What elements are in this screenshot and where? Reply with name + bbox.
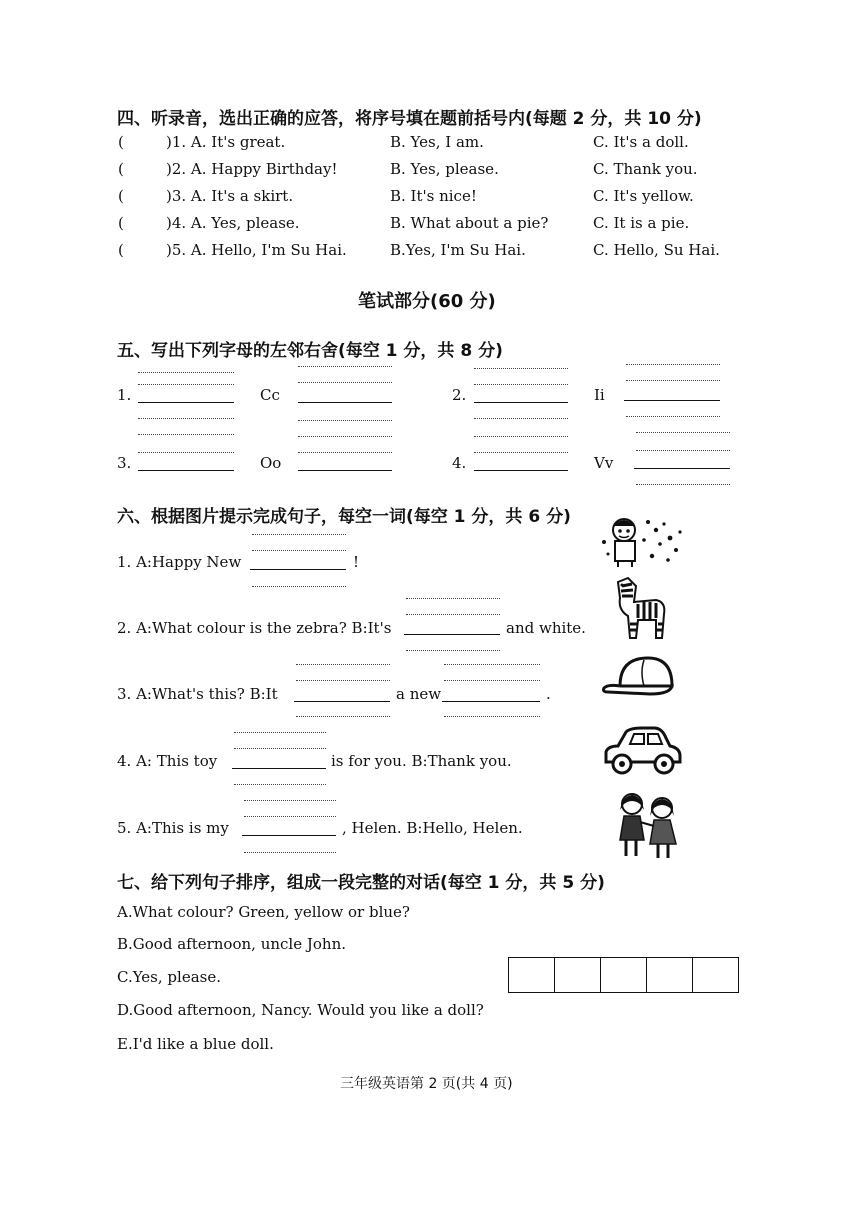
option-a: )2. A. Happy Birthday!	[166, 160, 338, 178]
option-a: )5. A. Hello, I'm Su Hai.	[166, 241, 347, 259]
answer-box[interactable]	[647, 958, 693, 992]
guide-line	[298, 420, 392, 421]
answer-blank[interactable]	[442, 701, 540, 702]
answer-blank[interactable]	[232, 768, 326, 769]
guide-line	[298, 366, 392, 367]
dialogue-sentence-d: D.Good afternoon, Nancy. Would you like a doll?	[117, 1001, 484, 1019]
section6-heading: 六、根据图片提示完成句子，每空一词(每空 1 分，共 6 分)	[117, 507, 571, 527]
guide-line	[244, 852, 336, 853]
guide-line	[298, 452, 392, 453]
dialogue-sentence-e: E.I'd like a blue doll.	[117, 1035, 274, 1053]
sentence-5-start: 5. A:This is my	[117, 819, 229, 837]
guide-line	[298, 382, 392, 383]
guide-line	[636, 432, 730, 433]
guide-line	[138, 452, 234, 453]
option-b: B. Yes, please.	[390, 160, 499, 178]
dialogue-sentence-c: C.Yes, please.	[117, 968, 221, 986]
option-b: B. It's nice!	[390, 187, 477, 205]
sentence-2-end: and white.	[506, 619, 586, 637]
guide-line	[252, 534, 346, 535]
answer-blank[interactable]	[474, 402, 568, 403]
answer-blank[interactable]	[634, 468, 730, 469]
sentence-3-middle: a new	[396, 685, 442, 703]
sentence-3-start: 3. A:What's this? B:It	[117, 685, 278, 703]
answer-paren: (	[118, 241, 124, 259]
answer-box[interactable]	[601, 958, 647, 992]
guide-line	[234, 784, 326, 785]
answer-blank[interactable]	[404, 634, 500, 635]
answer-blank[interactable]	[298, 402, 392, 403]
answer-box[interactable]	[509, 958, 555, 992]
guide-line	[296, 716, 390, 717]
guide-line	[474, 368, 568, 369]
answer-blank[interactable]	[624, 400, 720, 401]
guide-line	[626, 380, 720, 381]
guide-line	[474, 436, 568, 437]
sentence-4-start: 4. A: This toy	[117, 752, 218, 770]
guide-line	[234, 748, 326, 749]
answer-box[interactable]	[555, 958, 601, 992]
answer-paren: (	[118, 214, 124, 232]
sentence-5-end: , Helen. B:Hello, Helen.	[342, 819, 523, 837]
two-girls-icon	[614, 790, 686, 860]
option-c: C. Thank you.	[593, 160, 698, 178]
question-number: 1.	[117, 386, 132, 404]
section4-heading: 四、听录音，选出正确的应答，将序号填在题前括号内(每题 2 分，共 10 分)	[117, 109, 702, 129]
guide-line	[298, 436, 392, 437]
dialogue-sentence-b: B.Good afternoon, uncle John.	[117, 935, 346, 953]
cap-icon	[600, 652, 678, 704]
sentence-3-end: .	[546, 685, 551, 703]
sentence-4-end: is for you. B:Thank you.	[331, 752, 512, 770]
sentence-2-start: 2. A:What colour is the zebra? B:It's	[117, 619, 392, 637]
guide-line	[252, 550, 346, 551]
section5-heading: 五、写出下列字母的左邻右舍(每空 1 分，共 8 分)	[117, 341, 503, 361]
guide-line	[252, 586, 346, 587]
answer-blank[interactable]	[474, 470, 568, 471]
option-c: C. It's a doll.	[593, 133, 689, 151]
letter-oo: Oo	[260, 454, 282, 472]
question-number: 3.	[117, 454, 132, 472]
zebra-icon	[608, 576, 670, 642]
answer-blank[interactable]	[298, 470, 392, 471]
guide-line	[474, 384, 568, 385]
option-b: B. What about a pie?	[390, 214, 549, 232]
answer-paren: (	[118, 133, 124, 151]
guide-line	[138, 418, 234, 419]
guide-line	[406, 614, 500, 615]
guide-line	[636, 450, 730, 451]
answer-blank[interactable]	[138, 402, 234, 403]
sentence-1-start: 1. A:Happy New	[117, 553, 242, 571]
option-c: C. Hello, Su Hai.	[593, 241, 720, 259]
page-footer: 三年级英语第 2 页(共 4 页)	[340, 1076, 513, 1092]
written-part-title: 笔试部分(60 分)	[358, 291, 496, 312]
answer-blank[interactable]	[138, 470, 234, 471]
guide-line	[138, 372, 234, 373]
option-a: )1. A. It's great.	[166, 133, 286, 151]
option-c: C. It's yellow.	[593, 187, 694, 205]
option-a: )3. A. It's a skirt.	[166, 187, 294, 205]
guide-line	[406, 598, 500, 599]
option-a: )4. A. Yes, please.	[166, 214, 300, 232]
answer-blank[interactable]	[250, 569, 346, 570]
section7-heading: 七、给下列句子排序，组成一段完整的对话(每空 1 分，共 5 分)	[117, 873, 605, 893]
guide-line	[474, 452, 568, 453]
option-c: C. It is a pie.	[593, 214, 690, 232]
letter-vv: Vv	[594, 454, 614, 472]
answer-blank[interactable]	[242, 835, 336, 836]
guide-line	[626, 364, 720, 365]
answer-blank[interactable]	[294, 701, 390, 702]
answer-box[interactable]	[693, 958, 738, 992]
option-b: B. Yes, I am.	[390, 133, 484, 151]
guide-line	[444, 664, 540, 665]
guide-line	[444, 716, 540, 717]
answer-paren: (	[118, 187, 124, 205]
guide-line	[244, 800, 336, 801]
dialogue-sentence-a: A.What colour? Green, yellow or blue?	[117, 903, 410, 921]
guide-line	[636, 484, 730, 485]
option-b: B.Yes, I'm Su Hai.	[390, 241, 526, 259]
guide-line	[406, 650, 500, 651]
new-year-child-icon	[600, 512, 686, 568]
answer-paren: (	[118, 160, 124, 178]
guide-line	[296, 664, 390, 665]
car-icon	[602, 724, 682, 778]
question-number: 2.	[452, 386, 467, 404]
guide-line	[244, 816, 336, 817]
letter-cc: Cc	[260, 386, 280, 404]
question-number: 4.	[452, 454, 467, 472]
letter-ii: Ii	[594, 386, 605, 404]
guide-line	[234, 732, 326, 733]
guide-line	[626, 416, 720, 417]
order-answer-boxes	[508, 957, 739, 993]
guide-line	[444, 680, 540, 681]
guide-line	[474, 418, 568, 419]
guide-line	[138, 434, 234, 435]
guide-line	[296, 680, 390, 681]
guide-line	[138, 384, 234, 385]
sentence-1-end: !	[353, 553, 360, 571]
